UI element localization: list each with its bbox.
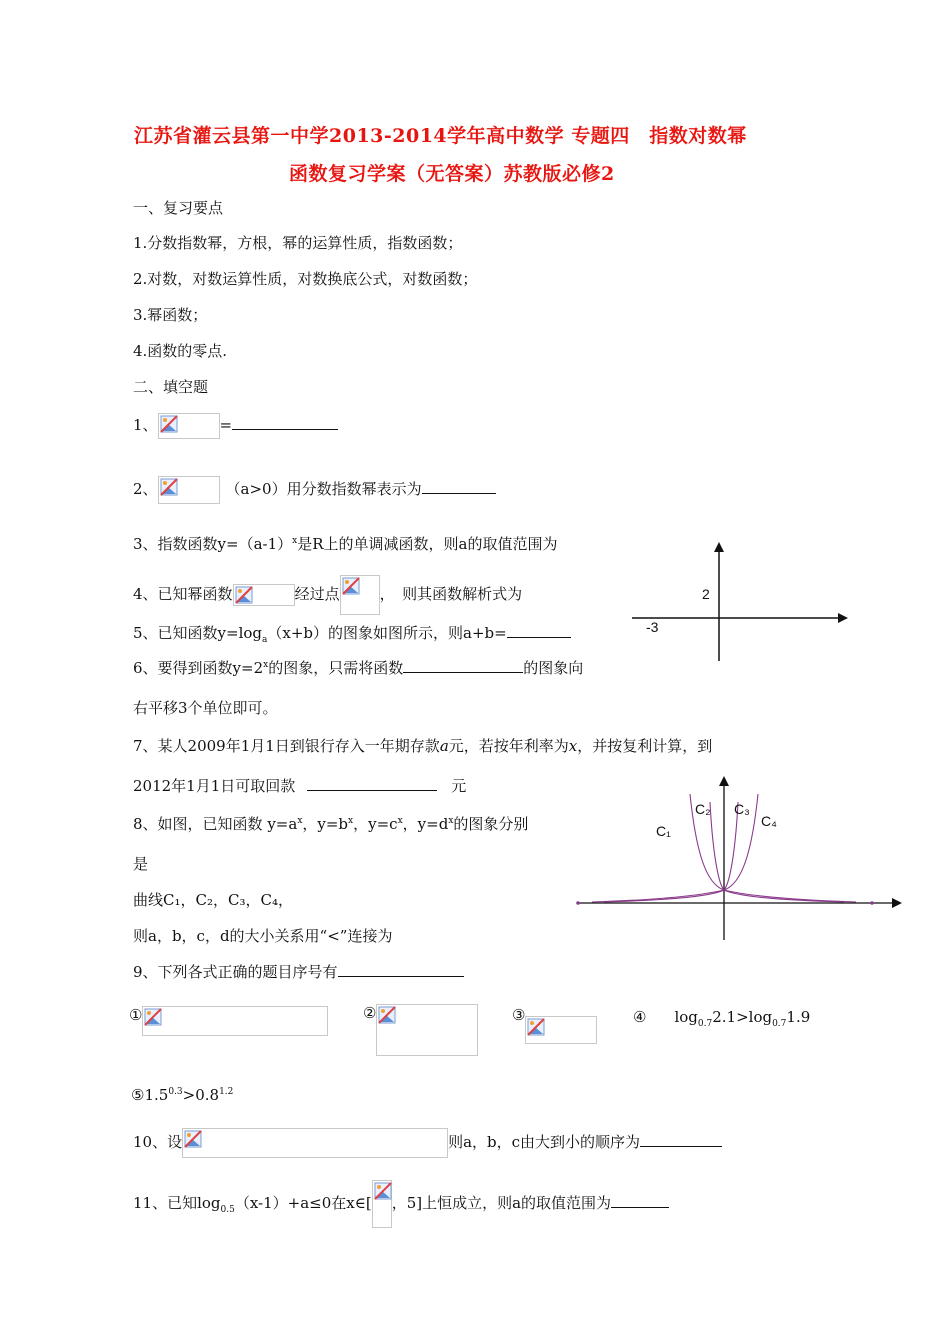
- question-11: [133, 1180, 669, 1228]
- review-item-4: 4.函数的零点.: [133, 342, 228, 360]
- q8-text-b: ，y=b: [302, 815, 349, 833]
- q9-choice-4-mid: 2.1>log: [712, 1008, 773, 1026]
- question-3: [133, 533, 557, 554]
- q10-formula-image: [182, 1128, 448, 1158]
- q11-number: 11、: [133, 1194, 168, 1212]
- q9-choice-5-sup2: 1.2: [219, 1087, 234, 1097]
- q6-number: 6、: [133, 659, 158, 677]
- q9-choice-4-log1: log: [674, 1008, 698, 1026]
- q8-sup-b: x: [348, 816, 354, 826]
- broken-image-icon: [235, 586, 253, 604]
- q2-answer-blank[interactable]: [422, 479, 496, 494]
- q6-sup: x: [263, 660, 269, 670]
- q9-choice-2: [363, 1004, 478, 1056]
- q3-sup: x: [292, 536, 298, 546]
- title-line-2: 函数复习学案（无答案）苏教版必修2: [289, 163, 615, 185]
- q7-text-a: 某人2009年1月1日到银行存入一年期存款: [157, 737, 440, 755]
- q7-var-a: a: [439, 737, 449, 755]
- broken-image-icon: [374, 1182, 392, 1200]
- q11-text-a: 已知log: [167, 1194, 221, 1212]
- q9-choice-4: [633, 1008, 810, 1029]
- q11-answer-blank[interactable]: [611, 1193, 669, 1208]
- broken-image-icon: [527, 1018, 545, 1036]
- q9-choice-2-label: ②: [363, 1004, 377, 1022]
- question-8: [133, 813, 528, 834]
- section1-heading: 一、复习要点: [133, 199, 224, 217]
- curve-c4: [690, 794, 856, 902]
- q7-answer-blank[interactable]: [307, 776, 437, 791]
- q9-text: 下列各式正确的题目序号有: [157, 963, 338, 981]
- review-item-3: 3.幂函数；: [133, 306, 208, 324]
- q7-line-2: [133, 775, 466, 796]
- title-line-1: 江苏省灌云县第一中学2013-2014学年高中数学 专题四 指数对数幂: [134, 125, 747, 147]
- q4-point-image: [340, 575, 380, 615]
- graph1-x-label: -3: [646, 619, 659, 635]
- q3-number: 3、: [133, 535, 158, 553]
- q7-unit: 元: [451, 777, 467, 795]
- question-6: [133, 657, 583, 678]
- question-9: [133, 961, 464, 982]
- question-7: [133, 735, 712, 756]
- graph2-right-dot: [870, 901, 874, 905]
- q8-text-c: ，y=c: [353, 815, 398, 833]
- q3-text-b: 是R上的单调减函数，则a的取值范围为: [297, 535, 558, 553]
- q8-number: 8、: [133, 815, 158, 833]
- q6-text-a: 要得到函数y=2: [157, 659, 264, 677]
- exponential-curves-graph: [574, 772, 904, 944]
- q9-number: 9、: [133, 963, 158, 981]
- broken-image-icon: [160, 415, 178, 433]
- question-2: [133, 476, 496, 504]
- question-1: [133, 413, 338, 439]
- q9-choice-3-image: [525, 1016, 597, 1044]
- q9-choice-3: [512, 1006, 597, 1044]
- q10-text-a: 设: [167, 1133, 183, 1151]
- q4-number: 4、: [133, 585, 158, 603]
- q9-choice-4-sub1: 0.7: [697, 1019, 713, 1029]
- review-item-1: 1.分数指数幂，方根，幂的运算性质，指数函数；: [133, 234, 463, 252]
- q4-text-a: 已知幂函数: [157, 585, 233, 603]
- q8-line4-text: 则a，b，c，d的大小关系用“<”连接为: [133, 927, 393, 945]
- q6-text-c: 的图象向: [523, 659, 584, 677]
- curve-label-c4: C₄: [761, 813, 777, 829]
- q9-choice-5: [131, 1086, 233, 1104]
- graph2-left-dot: [576, 901, 580, 905]
- q5-text-b: （x+b）的图象如图所示，则a+b=: [267, 624, 507, 642]
- curve-label-c3: C₃: [734, 801, 750, 817]
- q2-formula-image: [158, 476, 220, 504]
- q9-choice-1-image: [142, 1006, 328, 1036]
- q8-line-4: [133, 925, 392, 946]
- q5-answer-blank[interactable]: [507, 623, 571, 638]
- q9-choice-5-sup1: 0.3: [168, 1087, 183, 1097]
- q8-sup-a: x: [297, 816, 303, 826]
- q4-text-b: 经过点: [294, 585, 340, 603]
- q9-choice-1: [129, 1006, 328, 1036]
- broken-image-icon: [144, 1008, 162, 1026]
- section2-heading: 二、填空题: [133, 378, 209, 396]
- q9-choice-2-image: [376, 1004, 478, 1056]
- q4-function-image: [233, 584, 295, 606]
- review-item-2: 2.对数，对数运算性质，对数换底公式，对数函数；: [133, 270, 478, 288]
- log-function-graph: [628, 536, 858, 666]
- broken-image-icon: [184, 1130, 202, 1148]
- q3-text-a: 指数函数y=（a-1）: [157, 535, 293, 553]
- q10-number: 10、: [133, 1133, 168, 1151]
- q6-line-2: 右平移3个单位即可。: [133, 699, 278, 717]
- question-10: [133, 1128, 722, 1158]
- q9-choice-4-label: ④: [633, 1008, 647, 1026]
- graph1-y-label: 2: [702, 586, 710, 602]
- curve-label-c2: C₂: [695, 801, 711, 817]
- broken-image-icon: [160, 478, 178, 496]
- q1-answer-blank[interactable]: [232, 415, 338, 430]
- question-5: [133, 622, 571, 645]
- q7-var-x: x: [568, 737, 578, 755]
- q9-choice-3-label: ③: [512, 1006, 526, 1024]
- q6-text-b: 的图象，只需将函数: [268, 659, 404, 677]
- q1-number: 1、: [133, 416, 158, 434]
- q1-equals: =: [219, 416, 233, 434]
- q4-text-c: ， 则其函数解析式为: [379, 585, 523, 603]
- q7-number: 7、: [133, 737, 158, 755]
- q7-text-b: 元，若按年利率为: [448, 737, 569, 755]
- q11-sub: 0.5: [220, 1205, 235, 1215]
- q1-formula-image: [158, 413, 220, 439]
- q11-text-c: ，5]上恒成立，则a的取值范围为: [391, 1194, 612, 1212]
- q10-text-b: 则a，b，c由大到小的顺序为: [448, 1133, 641, 1151]
- curve-label-c1: C₁: [656, 823, 671, 839]
- q9-answer-blank[interactable]: [338, 962, 464, 977]
- q11-fraction-image: [372, 1180, 392, 1228]
- broken-image-icon: [342, 577, 360, 595]
- q7-line2-text: 2012年1月1日可取回款: [133, 777, 296, 795]
- q6-answer-blank[interactable]: [403, 658, 523, 673]
- q5-number: 5、: [133, 624, 158, 642]
- q2-number: 2、: [133, 480, 158, 498]
- q10-answer-blank[interactable]: [640, 1132, 722, 1147]
- q8-text-d: ，y=d: [402, 815, 449, 833]
- question-4: [133, 575, 522, 615]
- q5-text-a: 已知函数y=log: [157, 624, 263, 642]
- q8-text-e: 的图象分别: [453, 815, 529, 833]
- q8-line-2: 是: [133, 855, 149, 873]
- q7-text-c: ，并按复利计算，到: [577, 737, 713, 755]
- q5-sub: a: [262, 635, 268, 645]
- q8-sup-d: x: [448, 816, 454, 826]
- q8-text-a: 如图，已知函数 y=a: [157, 815, 298, 833]
- q9-choice-4-sub2: 0.7: [772, 1019, 787, 1029]
- broken-image-icon: [378, 1006, 396, 1024]
- q9-choice-5-mid: >0.8: [182, 1086, 220, 1104]
- q9-choice-4-end: 1.9: [786, 1008, 811, 1026]
- q9-choice-1-label: ①: [129, 1006, 143, 1024]
- q8-sup-c: x: [397, 816, 403, 826]
- q8-line-3: 曲线C₁，C₂，C₃，C₄，: [133, 891, 293, 909]
- q11-text-b: （x-1）+a≤0在x∈[: [234, 1194, 372, 1212]
- q2-text: （a>0）用分数指数幂表示为: [225, 480, 422, 498]
- q9-choice-5-base: ⑤1.5: [131, 1086, 169, 1104]
